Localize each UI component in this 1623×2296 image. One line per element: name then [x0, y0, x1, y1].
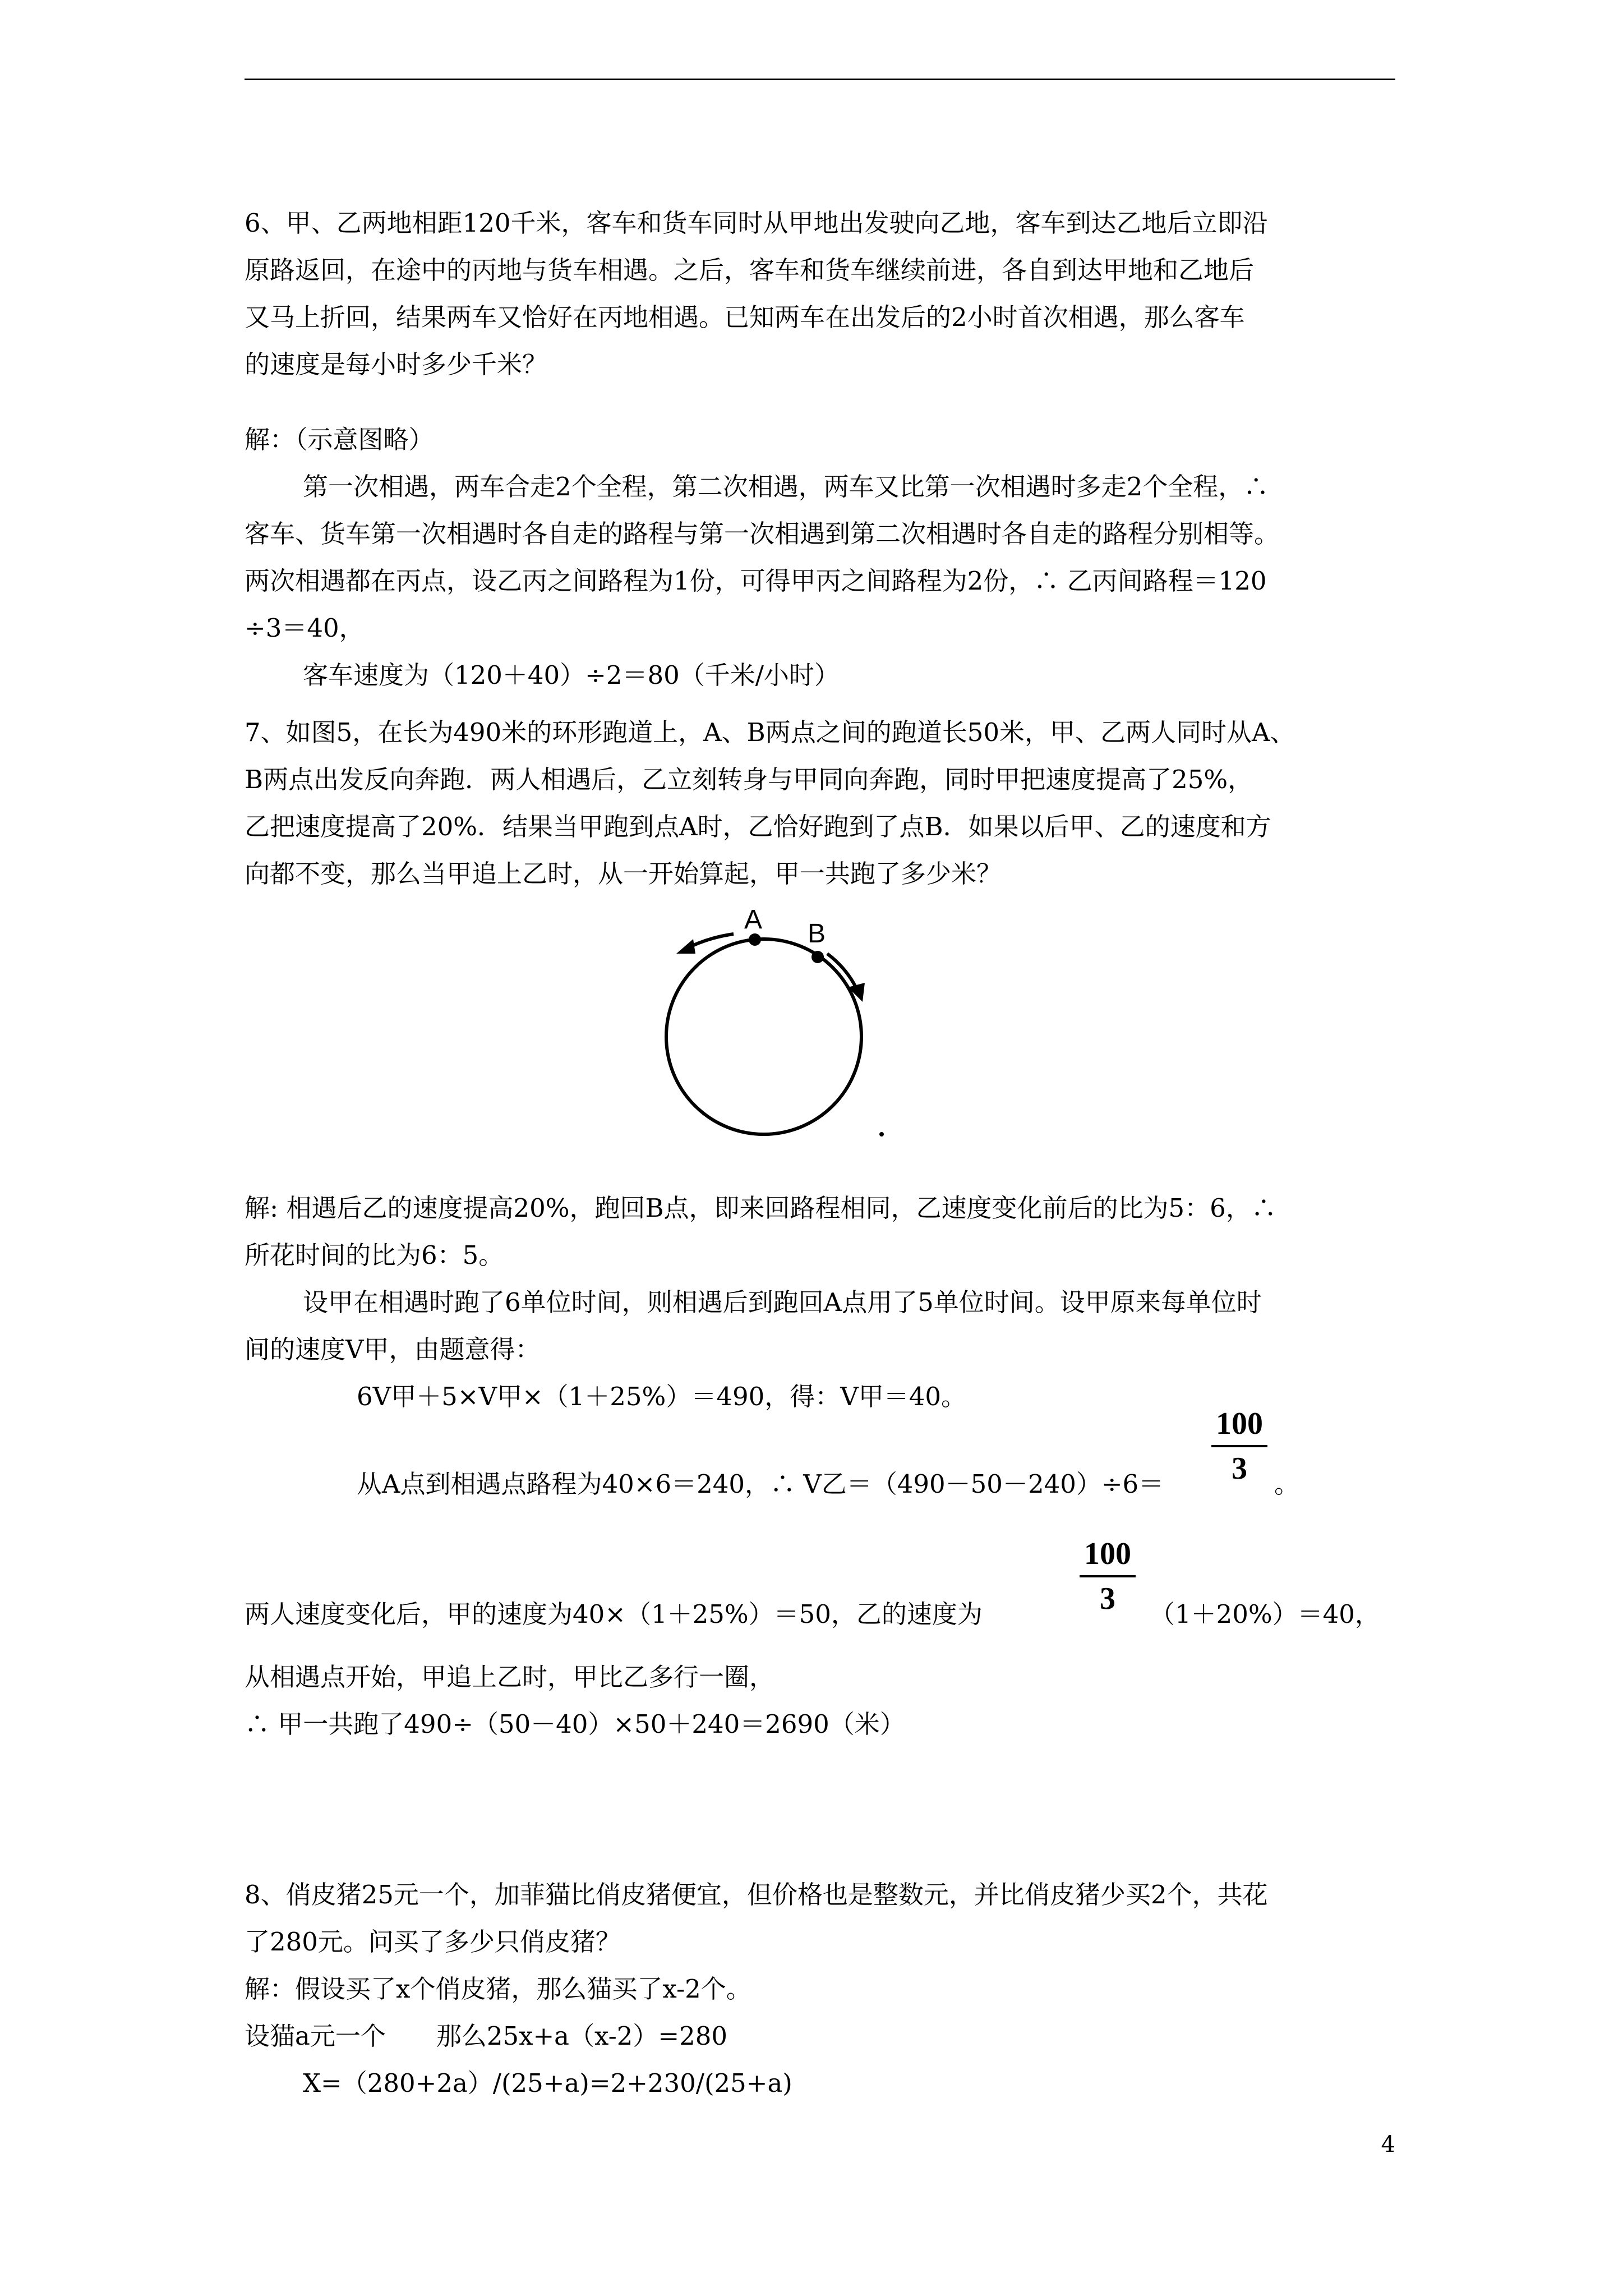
q7-solution-line: 从A点到相遇点路程为40×6＝240，∴ V乙＝（490－50－240）÷6＝: [357, 1469, 1164, 1499]
q7-solution-line: 6V甲＋5×V甲×（1＋25%）＝490，得：V甲＝40。: [357, 1382, 966, 1411]
q7-solution-fraction-line-2-tail: [1150, 1591, 1396, 1638]
q7-solution-line: 两人速度变化后，甲的速度为40×（1＋25%）＝50，乙的速度为: [245, 1599, 983, 1629]
q6-solution-line: 第一次相遇，两车合走2个全程，第二次相遇，两车又比第一次相遇时多走2个全程，∴: [303, 472, 1269, 501]
q6-solution-line: 客车速度为（120＋40）÷2＝80（千米/小时）: [303, 660, 840, 690]
q7-solution-line: （1＋20%）＝40，: [1150, 1599, 1380, 1629]
q7-line: 向都不变，那么当甲追上乙时，从一开始算起，甲一共跑了多少米？: [245, 859, 1002, 889]
arrow-a-head-icon: [676, 939, 695, 954]
q6-solution: [245, 416, 1400, 699]
q7-line: 7、如图5，在长为490米的环形跑道上，A、B两点之间的跑道长50米，甲、乙两人同时从A、: [245, 717, 1295, 747]
q8-line: X=（280+2a）/(25+a)=2+230/(25+a): [303, 2068, 792, 2098]
dot-mark: [879, 1132, 884, 1137]
fraction-numerator: 100: [1216, 1406, 1263, 1441]
q6-solution-line: 客车、货车第一次相遇时各自走的路程与第一次相遇到第二次相遇时各自走的路程分别相等。: [245, 519, 1280, 549]
point-a: [749, 933, 761, 946]
fraction-denominator: 3: [1100, 1581, 1115, 1616]
q8-line: 8、俏皮猪25元一个，加菲猫比俏皮猪便宜，但价格也是整数元，并比俏皮猪少买2个，共花: [245, 1880, 1268, 1910]
fraction-100-over-3-second: [1080, 1537, 1136, 1616]
q6-line: 又马上折回，结果两车又恰好在丙地相遇。已知两车在出发后的2小时首次相遇，那么客车: [245, 302, 1245, 332]
q7-solution-line: 间的速度V甲，由题意得：: [245, 1335, 541, 1364]
question-7: [245, 709, 1400, 898]
q7-solution-end: [245, 1654, 1400, 1748]
header-rule: [245, 79, 1395, 80]
label-b: B: [808, 919, 826, 949]
fraction-numerator: 100: [1084, 1536, 1131, 1571]
label-a: A: [744, 905, 763, 935]
q7-solution-line: 解: 相遇后乙的速度提高20%，跑回B点，即来回路程相同，乙速度变化前后的比为5：6，∴: [245, 1193, 1276, 1223]
track-circle: [666, 939, 861, 1134]
point-b: [811, 951, 824, 963]
q7-solution-line: 从相遇点开始，甲追上乙时，甲比乙多行一圈，: [245, 1662, 775, 1692]
q6-line: 6、甲、乙两地相距120千米，客车和货车同时从甲地出发驶向乙地，客车到达乙地后立即沿: [245, 208, 1268, 238]
question-8: [245, 1871, 1400, 2107]
q7-solution: [245, 1185, 1400, 1420]
q7-solution-line: ∴ 甲一共跑了490÷（50－40）×50＋240＝2690（米）: [245, 1709, 905, 1739]
fraction-period: 。: [1274, 1469, 1300, 1499]
q7-solution-line: 所花时间的比为6：5。: [245, 1240, 504, 1270]
q8-line: 了280元。问买了多少只俏皮猪？: [245, 1927, 621, 1957]
q8-line: 解：假设买了x个俏皮猪，那么猫买了x-2个。: [245, 1974, 751, 2004]
q7-line: B两点出发反向奔跑．两人相遇后，乙立刻转身与甲同向奔跑，同时甲把速度提高了25%，: [245, 765, 1253, 794]
page-number: 4: [1381, 2132, 1395, 2157]
q6-line: 的速度是每小时多少千米？: [245, 349, 548, 379]
question-6: [245, 200, 1400, 388]
fraction-denominator: 3: [1232, 1451, 1247, 1486]
q7-solution-line: 设甲在相遇时跑了6单位时间，则相遇后到跑回A点用了5单位时间。设甲原来每单位时: [303, 1287, 1262, 1317]
q8-line: 设猫a元一个 那么25x+a（x-2）=280: [245, 2021, 728, 2051]
q6-line: 原路返回，在途中的丙地与货车相遇。之后，客车和货车继续前进，各自到达甲地和乙地后: [245, 255, 1255, 285]
track-figure: [639, 898, 897, 1144]
q6-solution-line: ÷3＝40，: [245, 613, 365, 643]
q6-solution-title: 解：（示意图略）: [245, 425, 434, 454]
q7-line: 乙把速度提高了20%．结果当甲跑到点A时，乙恰好跑到了点B．如果以后甲、乙的速度和方: [245, 812, 1271, 841]
fraction-100-over-3: [1211, 1407, 1267, 1485]
q6-solution-line: 两次相遇都在丙点，设乙丙之间路程为1份，可得甲丙之间路程为2份，∴ 乙丙间路程＝120: [245, 566, 1267, 596]
